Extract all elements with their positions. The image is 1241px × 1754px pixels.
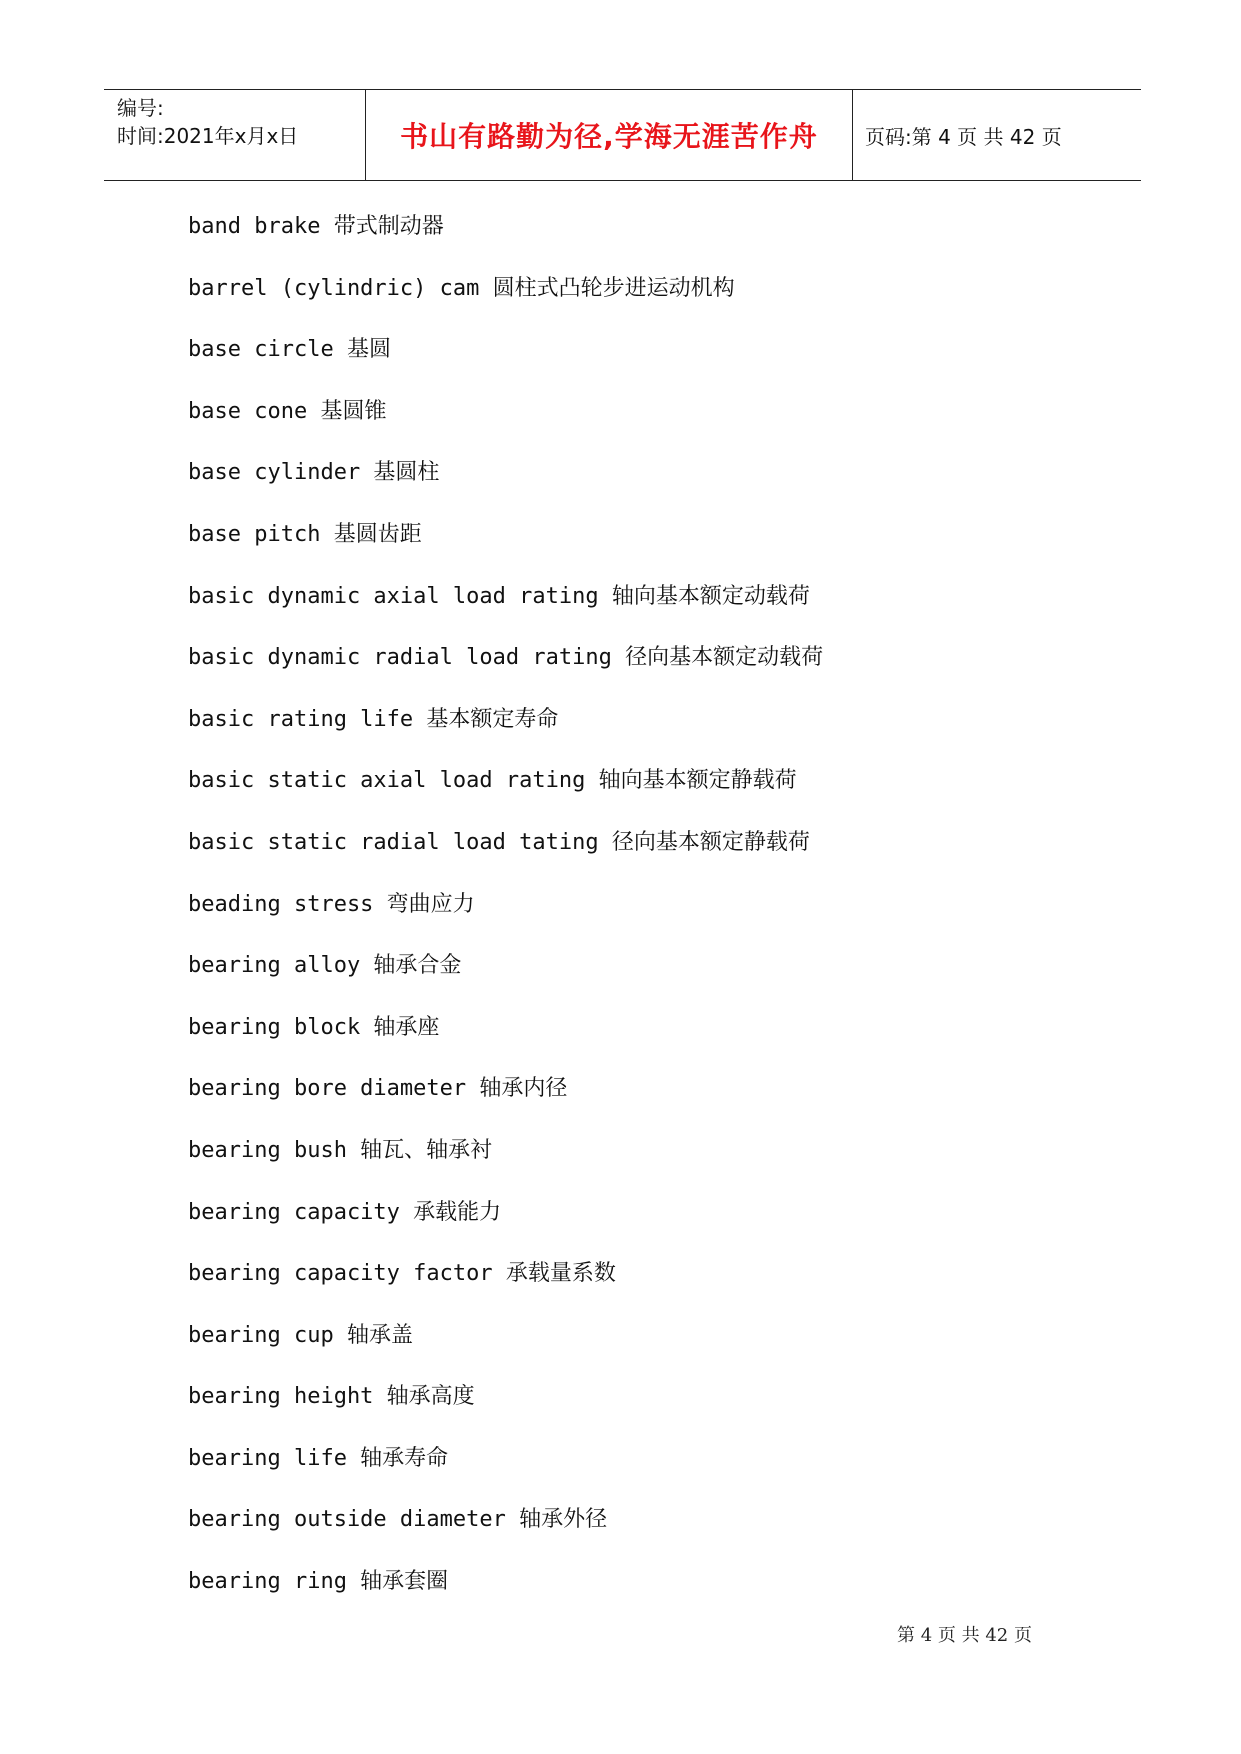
page-footer: 第 4 页 共 42 页 — [897, 1625, 1032, 1646]
glossary-entry: basic dynamic axial load rating 轴向基本额定动载荷 — [188, 583, 810, 609]
glossary-entry: bearing outside diameter 轴承外径 — [188, 1507, 608, 1533]
document-time-label: 时间:2021年x月x日 — [117, 124, 299, 148]
glossary-entry: bearing cup 轴承盖 — [188, 1322, 413, 1348]
glossary-entry: bearing alloy 轴承合金 — [188, 953, 462, 979]
glossary-entry: basic static radial load tating 径向基本额定静载荷 — [188, 829, 810, 855]
glossary-entry: base cylinder 基圆柱 — [188, 460, 440, 486]
glossary-entry: basic rating life 基本额定寿命 — [188, 706, 559, 732]
glossary-entry: basic dynamic radial load rating 径向基本额定动载荷 — [188, 645, 824, 671]
glossary-entry: base circle 基圆 — [188, 337, 391, 363]
header-motto-cell — [366, 90, 853, 180]
glossary-entry: base cone 基圆锥 — [188, 398, 387, 424]
page-header — [104, 89, 1141, 181]
glossary-entry: beading stress 弯曲应力 — [188, 891, 475, 917]
glossary-list — [188, 207, 823, 1624]
glossary-entry: barrel (cylindric) cam 圆柱式凸轮步进运动机构 — [188, 275, 735, 301]
glossary-entry: bearing ring 轴承套圈 — [188, 1569, 449, 1595]
document-number-label: 编号: — [117, 96, 164, 120]
glossary-entry: bearing capacity 承载能力 — [188, 1199, 502, 1225]
glossary-entry: bearing life 轴承寿命 — [188, 1445, 449, 1471]
header-meta-cell — [104, 90, 366, 180]
glossary-entry: base pitch 基圆齿距 — [188, 521, 422, 547]
glossary-entry: basic static axial load rating 轴向基本额定静载荷 — [188, 768, 797, 794]
glossary-entry: band brake 带式制动器 — [188, 214, 444, 239]
glossary-entry: bearing capacity factor 承载量系数 — [188, 1261, 616, 1287]
glossary-entry: bearing height 轴承高度 — [188, 1384, 475, 1410]
glossary-entry: bearing bush 轴瓦、轴承衬 — [188, 1137, 493, 1163]
glossary-entry: bearing bore diameter 轴承内径 — [188, 1076, 568, 1102]
header-page-code: 页码:第 4 页 共 42 页 — [865, 124, 1062, 149]
header-page-cell — [853, 90, 1141, 180]
header-motto: 书山有路勤为径,学海无涯苦作舟 — [400, 120, 818, 153]
glossary-entry: bearing block 轴承座 — [188, 1014, 440, 1040]
